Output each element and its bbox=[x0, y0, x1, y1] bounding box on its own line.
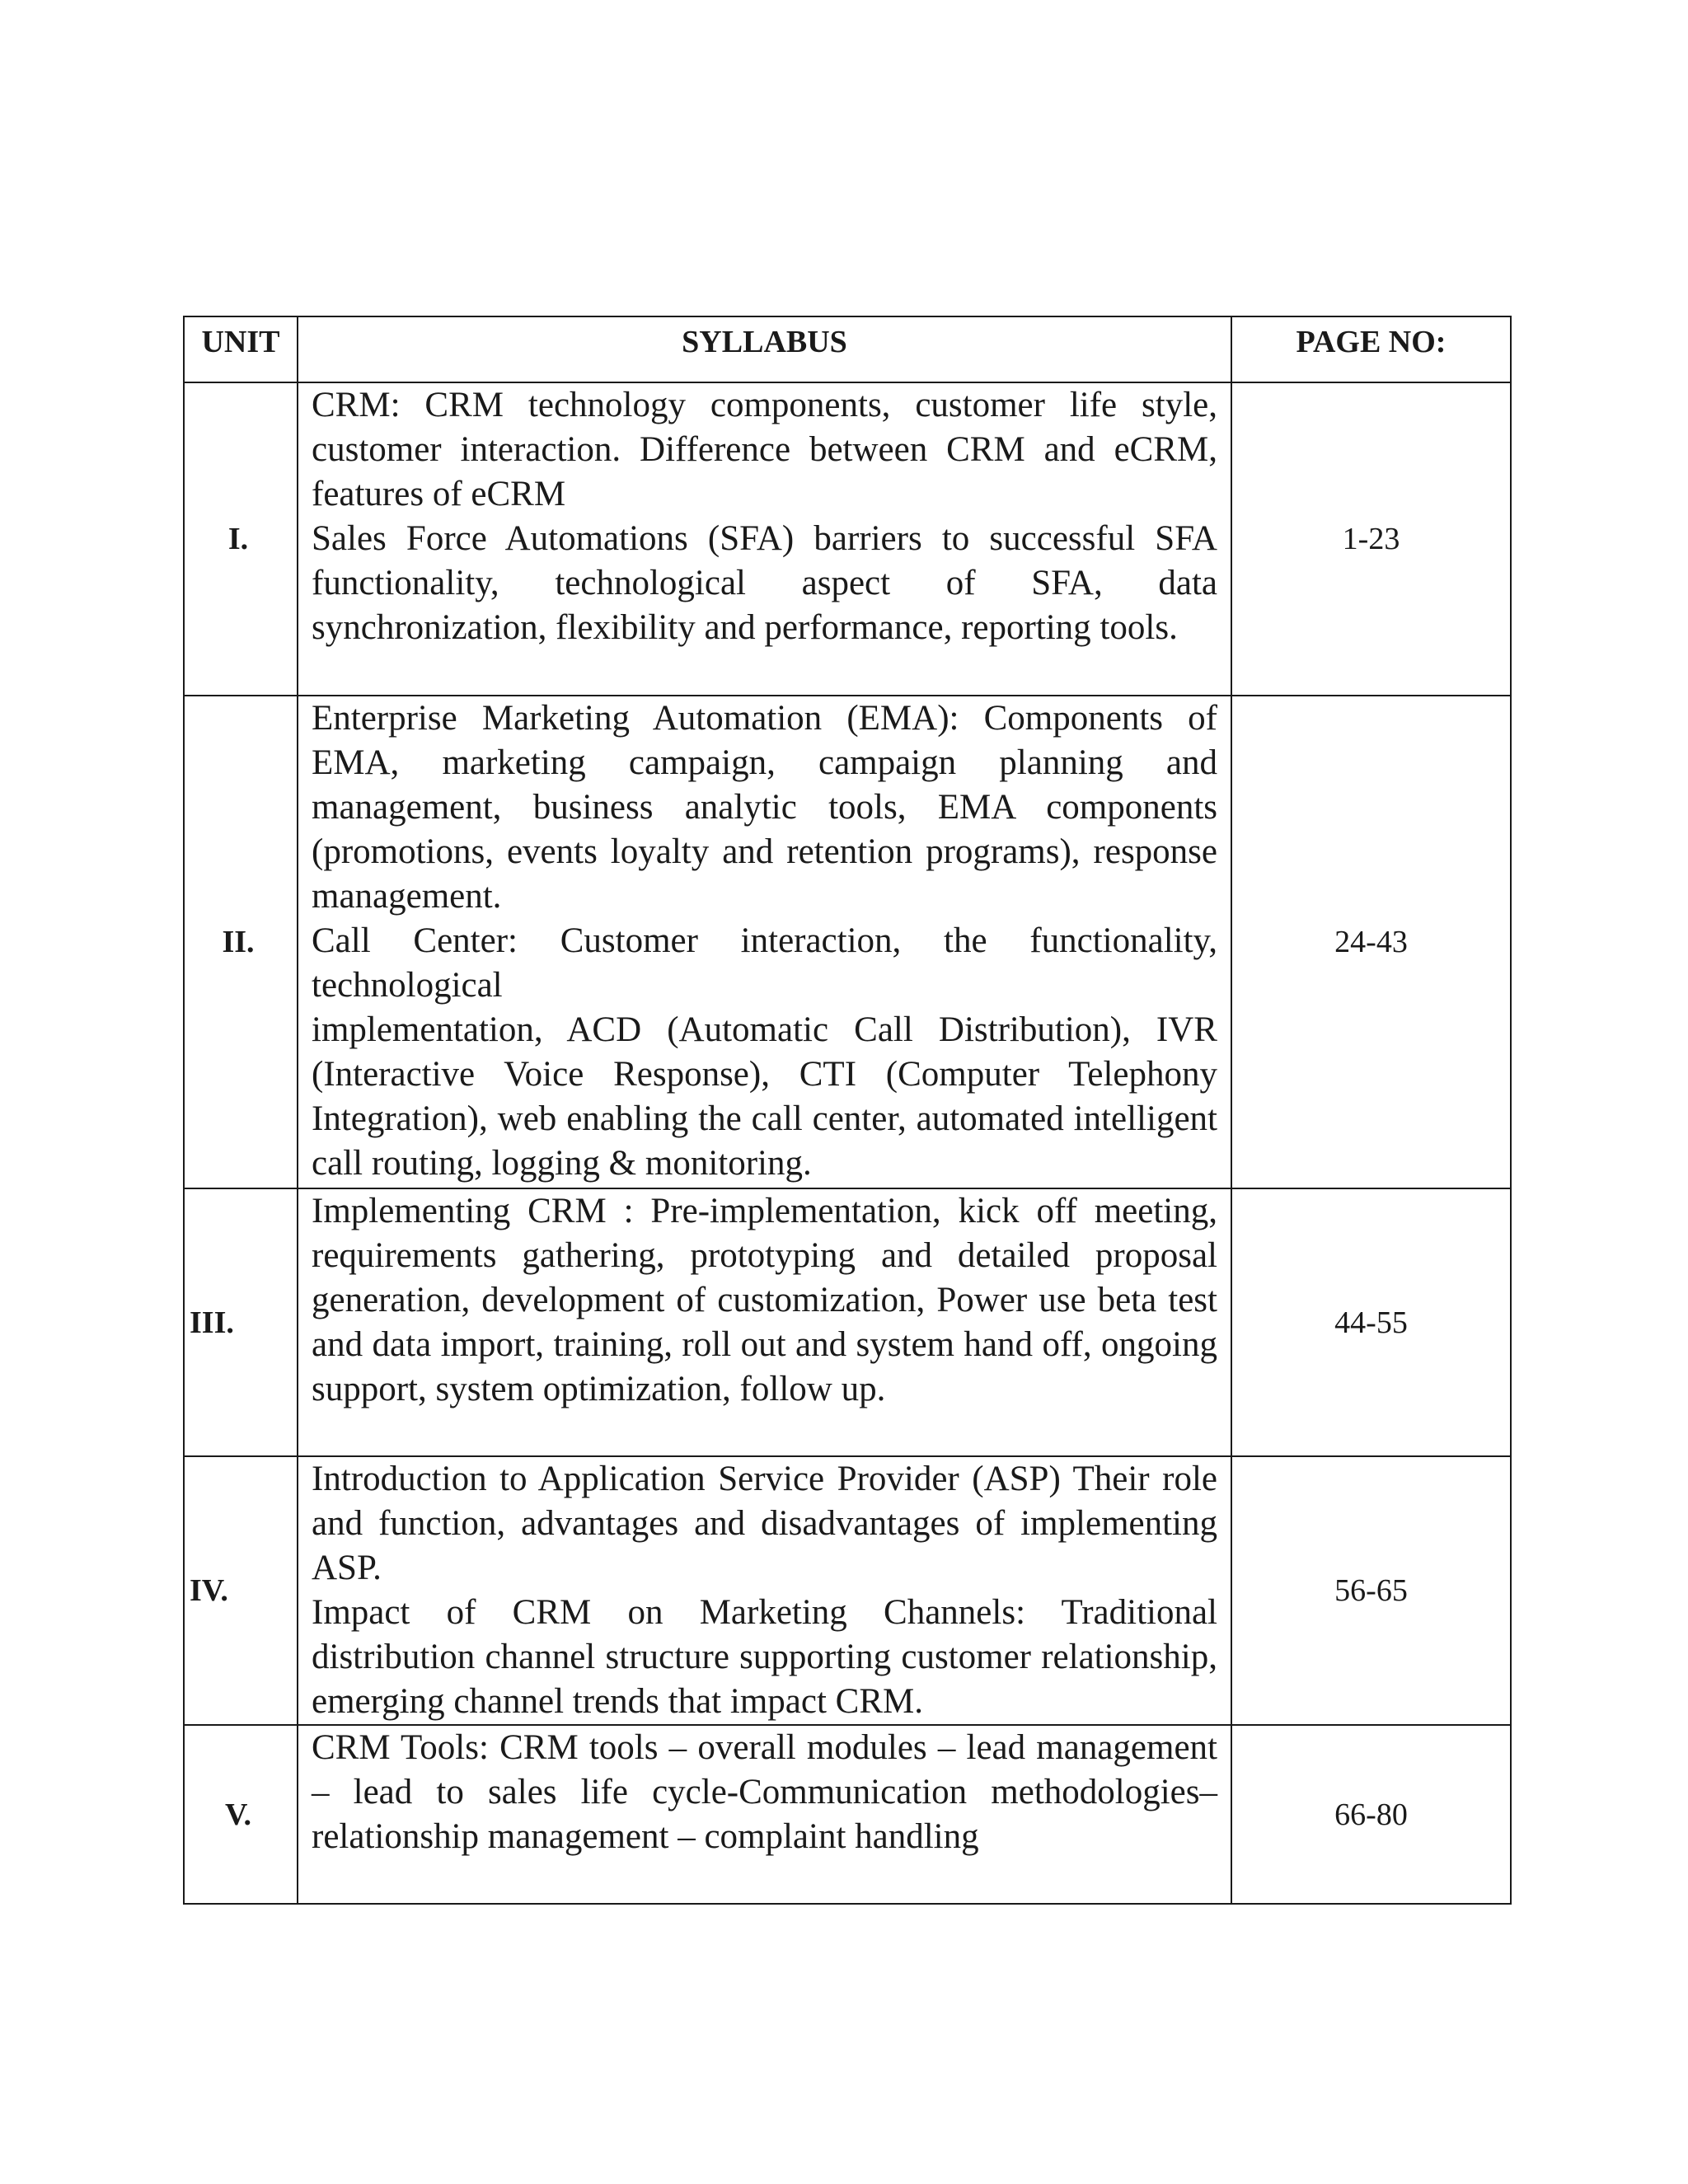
page-range: 66-80 bbox=[1231, 1725, 1511, 1904]
page-range: 56-65 bbox=[1231, 1456, 1511, 1725]
syllabus-cell bbox=[298, 696, 1231, 1188]
syllabus-cell bbox=[298, 1725, 1231, 1904]
page-range: 44-55 bbox=[1231, 1188, 1511, 1456]
table-row bbox=[184, 382, 1511, 696]
syllabus-paragraph: Impact of CRM on Marketing Channels: Traditional distribution channel structure supporting customer relationship, emerging channel trends that impact CRM. bbox=[312, 1593, 1217, 1721]
unit-number: II. bbox=[184, 696, 298, 1188]
syllabus-paragraph: implementation, ACD (Automatic Call Distribution), IVR (Interactive Voice Response), CTI (Computer Telephony Integration), web enabling the call center, automated intelligent call routing, logging & monitoring. bbox=[312, 1010, 1217, 1183]
unit-number: III. bbox=[184, 1188, 298, 1456]
table-row bbox=[184, 696, 1511, 1188]
table-header-row bbox=[184, 316, 1511, 382]
header-page-no: PAGE NO: bbox=[1231, 316, 1511, 382]
syllabus-cell bbox=[298, 1188, 1231, 1456]
unit-number: I. bbox=[184, 382, 298, 696]
syllabus-paragraph: Introduction to Application Service Provider (ASP) Their role and function, advantages and disadvantages of implementing ASP. bbox=[312, 1460, 1217, 1587]
page-range: 24-43 bbox=[1231, 696, 1511, 1188]
unit-number: IV. bbox=[184, 1456, 298, 1725]
syllabus-cell bbox=[298, 382, 1231, 696]
table-row bbox=[184, 1188, 1511, 1456]
syllabus-paragraph: CRM: CRM technology components, customer life style, customer interaction. Difference between CRM and eCRM, features of eCRM bbox=[312, 386, 1217, 513]
syllabus-paragraph: CRM Tools: CRM tools – overall modules – lead management – lead to sales life cycle-Communication methodologies–relationship management – complaint handling bbox=[312, 1728, 1217, 1856]
unit-number: V. bbox=[184, 1725, 298, 1904]
syllabus-paragraph: Implementing CRM : Pre-implementation, kick off meeting, requirements gathering, prototyping and detailed proposal generation, development of customization, Power use beta test and data import, training, roll out and system hand off, ongoing support, system optimization, follow up. bbox=[312, 1192, 1217, 1408]
header-unit: UNIT bbox=[184, 316, 298, 382]
header-syllabus: SYLLABUS bbox=[298, 316, 1231, 382]
page-range: 1-23 bbox=[1231, 382, 1511, 696]
table-row bbox=[184, 1725, 1511, 1904]
table-row bbox=[184, 1456, 1511, 1725]
syllabus-paragraph: Enterprise Marketing Automation (EMA): Components of EMA, marketing campaign, campaign planning and management, business analytic tools, EMA components (promotions, events loyalty and retention programs), response management. bbox=[312, 699, 1217, 916]
syllabus-paragraph: Sales Force Automations (SFA) barriers to successful SFA functionality, technological aspect of SFA, data synchronization, flexibility and performance, reporting tools. bbox=[312, 519, 1217, 647]
syllabus-table bbox=[183, 316, 1512, 1905]
syllabus-paragraph: Call Center: Customer interaction, the functionality, technological bbox=[312, 921, 1217, 1005]
syllabus-cell bbox=[298, 1456, 1231, 1725]
